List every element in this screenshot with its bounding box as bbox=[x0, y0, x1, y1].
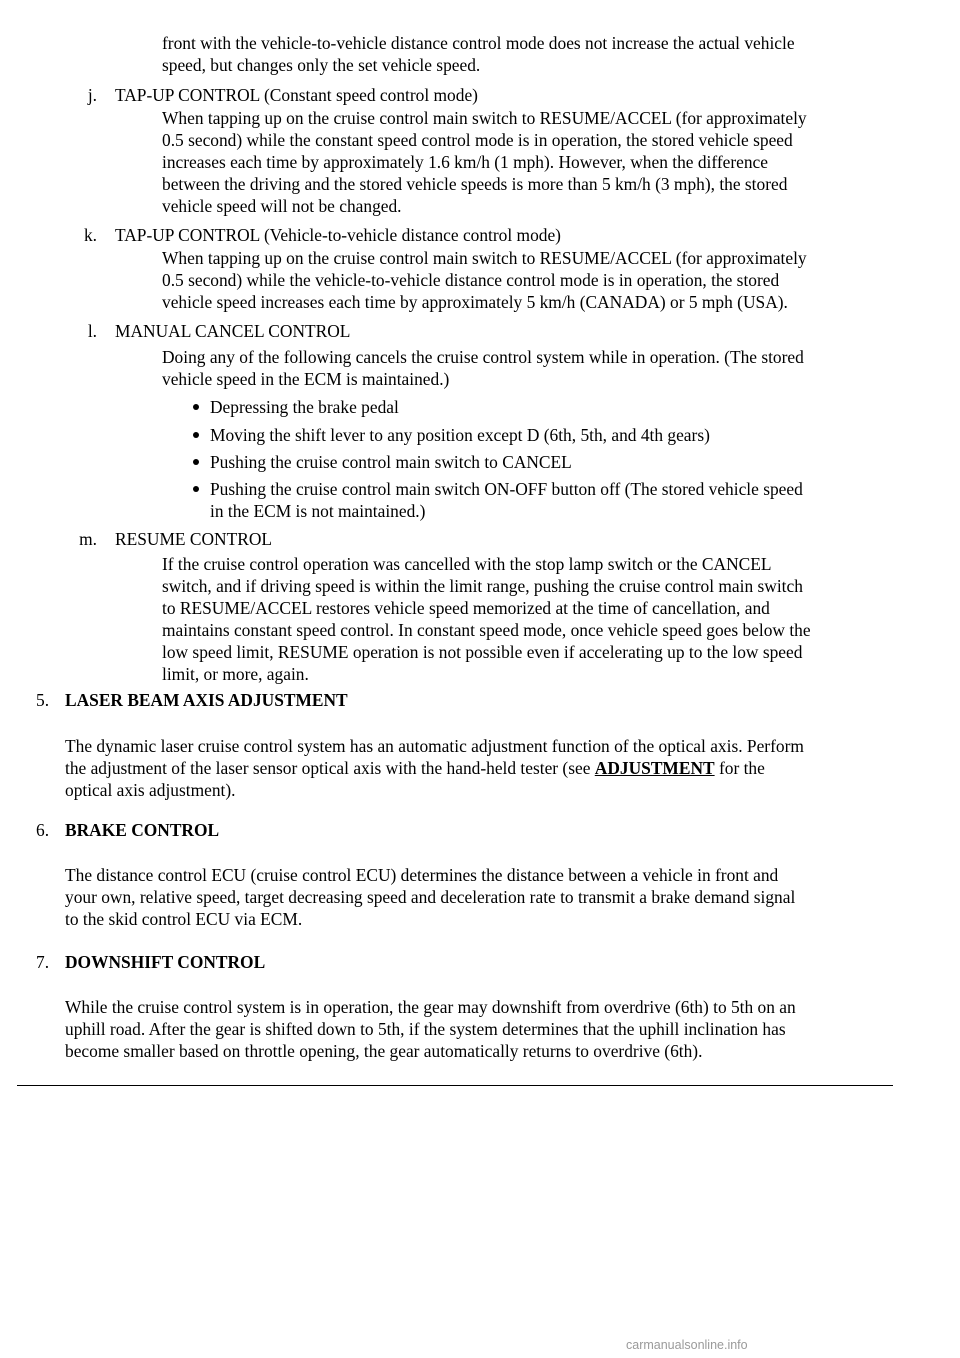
subsection-paragraph-m bbox=[162, 553, 890, 685]
text-line: become smaller based on throttle opening, the gear automatically returns to overdrive (6th). bbox=[65, 1041, 703, 1061]
subsection-paragraph-j bbox=[162, 107, 890, 217]
subsection-marker-l: l. bbox=[87, 321, 97, 341]
bullet-text: Pushing the cruise control main switch to CANCEL bbox=[210, 452, 572, 472]
text-line: low speed limit, RESUME operation is not possible even if accelerating up to the low speed bbox=[162, 642, 803, 662]
bullet-dot-icon bbox=[193, 486, 199, 492]
text-line bbox=[65, 757, 895, 779]
footer-watermark: carmanualsonline.info bbox=[626, 1338, 748, 1352]
bullet-text: Pushing the cruise control main switch ON-OFF button off (The stored vehicle speed bbox=[210, 479, 803, 499]
subsection-title-l: MANUAL CANCEL CONTROL bbox=[115, 321, 351, 341]
text-line: to RESUME/ACCEL restores vehicle speed memorized at the time of cancellation, and bbox=[162, 598, 770, 618]
subsection-title-k: TAP-UP CONTROL (Vehicle-to-vehicle distance control mode) bbox=[115, 225, 561, 245]
bullet-dot-icon bbox=[193, 404, 199, 410]
text-segment: the adjustment of the laser sensor optical axis with the hand-held tester (see bbox=[65, 758, 595, 778]
subsection-marker-j: j. bbox=[87, 85, 97, 105]
section-paragraph-7 bbox=[65, 996, 895, 1062]
horizontal-rule bbox=[17, 1085, 893, 1086]
text-line: maintains constant speed control. In constant speed mode, once vehicle speed goes below the bbox=[162, 620, 811, 640]
section-number-5: 5. bbox=[36, 690, 50, 710]
section-title-6: BRAKE CONTROL bbox=[65, 820, 220, 840]
text-line: 0.5 second) while the vehicle-to-vehicle distance control mode is in operation, the stored bbox=[162, 270, 780, 290]
text-line: Doing any of the following cancels the cruise control system while in operation. (The stored bbox=[162, 347, 804, 367]
intro-paragraph bbox=[162, 32, 890, 76]
text-line: While the cruise control system is in operation, the gear may downshift from overdrive (6th) to 5th on an bbox=[65, 997, 796, 1017]
text-line: When tapping up on the cruise control main switch to RESUME/ACCEL (for approximately bbox=[162, 248, 807, 268]
text-line: uphill road. After the gear is shifted down to 5th, if the system determines that the uphill inclination has bbox=[65, 1019, 786, 1039]
section-title-7: DOWNSHIFT CONTROL bbox=[65, 952, 266, 972]
bullet-text: Moving the shift lever to any position except D (6th, 5th, and 4th gears) bbox=[210, 425, 710, 445]
section-title-5: LASER BEAM AXIS ADJUSTMENT bbox=[65, 690, 348, 710]
bullet-item bbox=[210, 451, 882, 473]
text-line: limit, or more, again. bbox=[162, 664, 309, 684]
text-line: increases each time by approximately 1.6 km/h (1 mph). However, when the difference bbox=[162, 152, 768, 172]
text-segment: for the bbox=[714, 758, 765, 778]
bullet-dot-icon bbox=[193, 459, 199, 465]
text-line: your own, relative speed, target decreasing speed and deceleration rate to transmit a brake demand signal bbox=[65, 887, 796, 907]
text-line: vehicle speed increases each time by approximately 5 km/h (CANADA) or 5 mph (USA). bbox=[162, 292, 788, 312]
bullet-dot-icon bbox=[193, 432, 199, 438]
bullet-item bbox=[210, 424, 882, 446]
text-line: When tapping up on the cruise control main switch to RESUME/ACCEL (for approximately bbox=[162, 108, 807, 128]
section-number-6: 6. bbox=[36, 820, 50, 840]
text-line: front with the vehicle-to-vehicle distance control mode does not increase the actual vehicle bbox=[162, 33, 795, 53]
subsection-paragraph-k bbox=[162, 247, 890, 313]
text-line: switch, and if driving speed is within the limit range, pushing the cruise control main switch bbox=[162, 576, 803, 596]
bullet-text: in the ECM is not maintained.) bbox=[210, 501, 426, 521]
subsection-paragraph-l bbox=[162, 346, 890, 390]
section-paragraph-5 bbox=[65, 735, 895, 801]
bullet-item bbox=[210, 478, 882, 522]
subsection-title-j: TAP-UP CONTROL (Constant speed control mode) bbox=[115, 85, 478, 105]
text-line: optical axis adjustment). bbox=[65, 780, 236, 800]
text-line: between the driving and the stored vehicle speeds is more than 5 km/h (3 mph), the stored bbox=[162, 174, 788, 194]
subsection-marker-m: m. bbox=[79, 529, 97, 549]
adjustment-link[interactable]: ADJUSTMENT bbox=[594, 758, 715, 778]
text-line: vehicle speed in the ECM is maintained.) bbox=[162, 369, 450, 389]
text-line: If the cruise control operation was cancelled with the stop lamp switch or the CANCEL bbox=[162, 554, 772, 574]
section-paragraph-6 bbox=[65, 864, 895, 930]
text-line: to the skid control ECU via ECM. bbox=[65, 909, 303, 929]
text-line: The distance control ECU (cruise control ECU) determines the distance between a vehicle in front and bbox=[65, 865, 779, 885]
text-line: speed, but changes only the set vehicle speed. bbox=[162, 55, 481, 75]
text-line: vehicle speed will not be changed. bbox=[162, 196, 402, 216]
text-line: 0.5 second) while the constant speed control mode is in operation, the stored vehicle speed bbox=[162, 130, 793, 150]
bullet-text: Depressing the brake pedal bbox=[210, 397, 399, 417]
text-line: The dynamic laser cruise control system has an automatic adjustment function of the optical axis. Perform bbox=[65, 736, 804, 756]
subsection-title-m: RESUME CONTROL bbox=[115, 529, 273, 549]
bullet-item bbox=[210, 396, 882, 418]
subsection-marker-k: k. bbox=[83, 225, 97, 245]
section-number-7: 7. bbox=[36, 952, 50, 972]
